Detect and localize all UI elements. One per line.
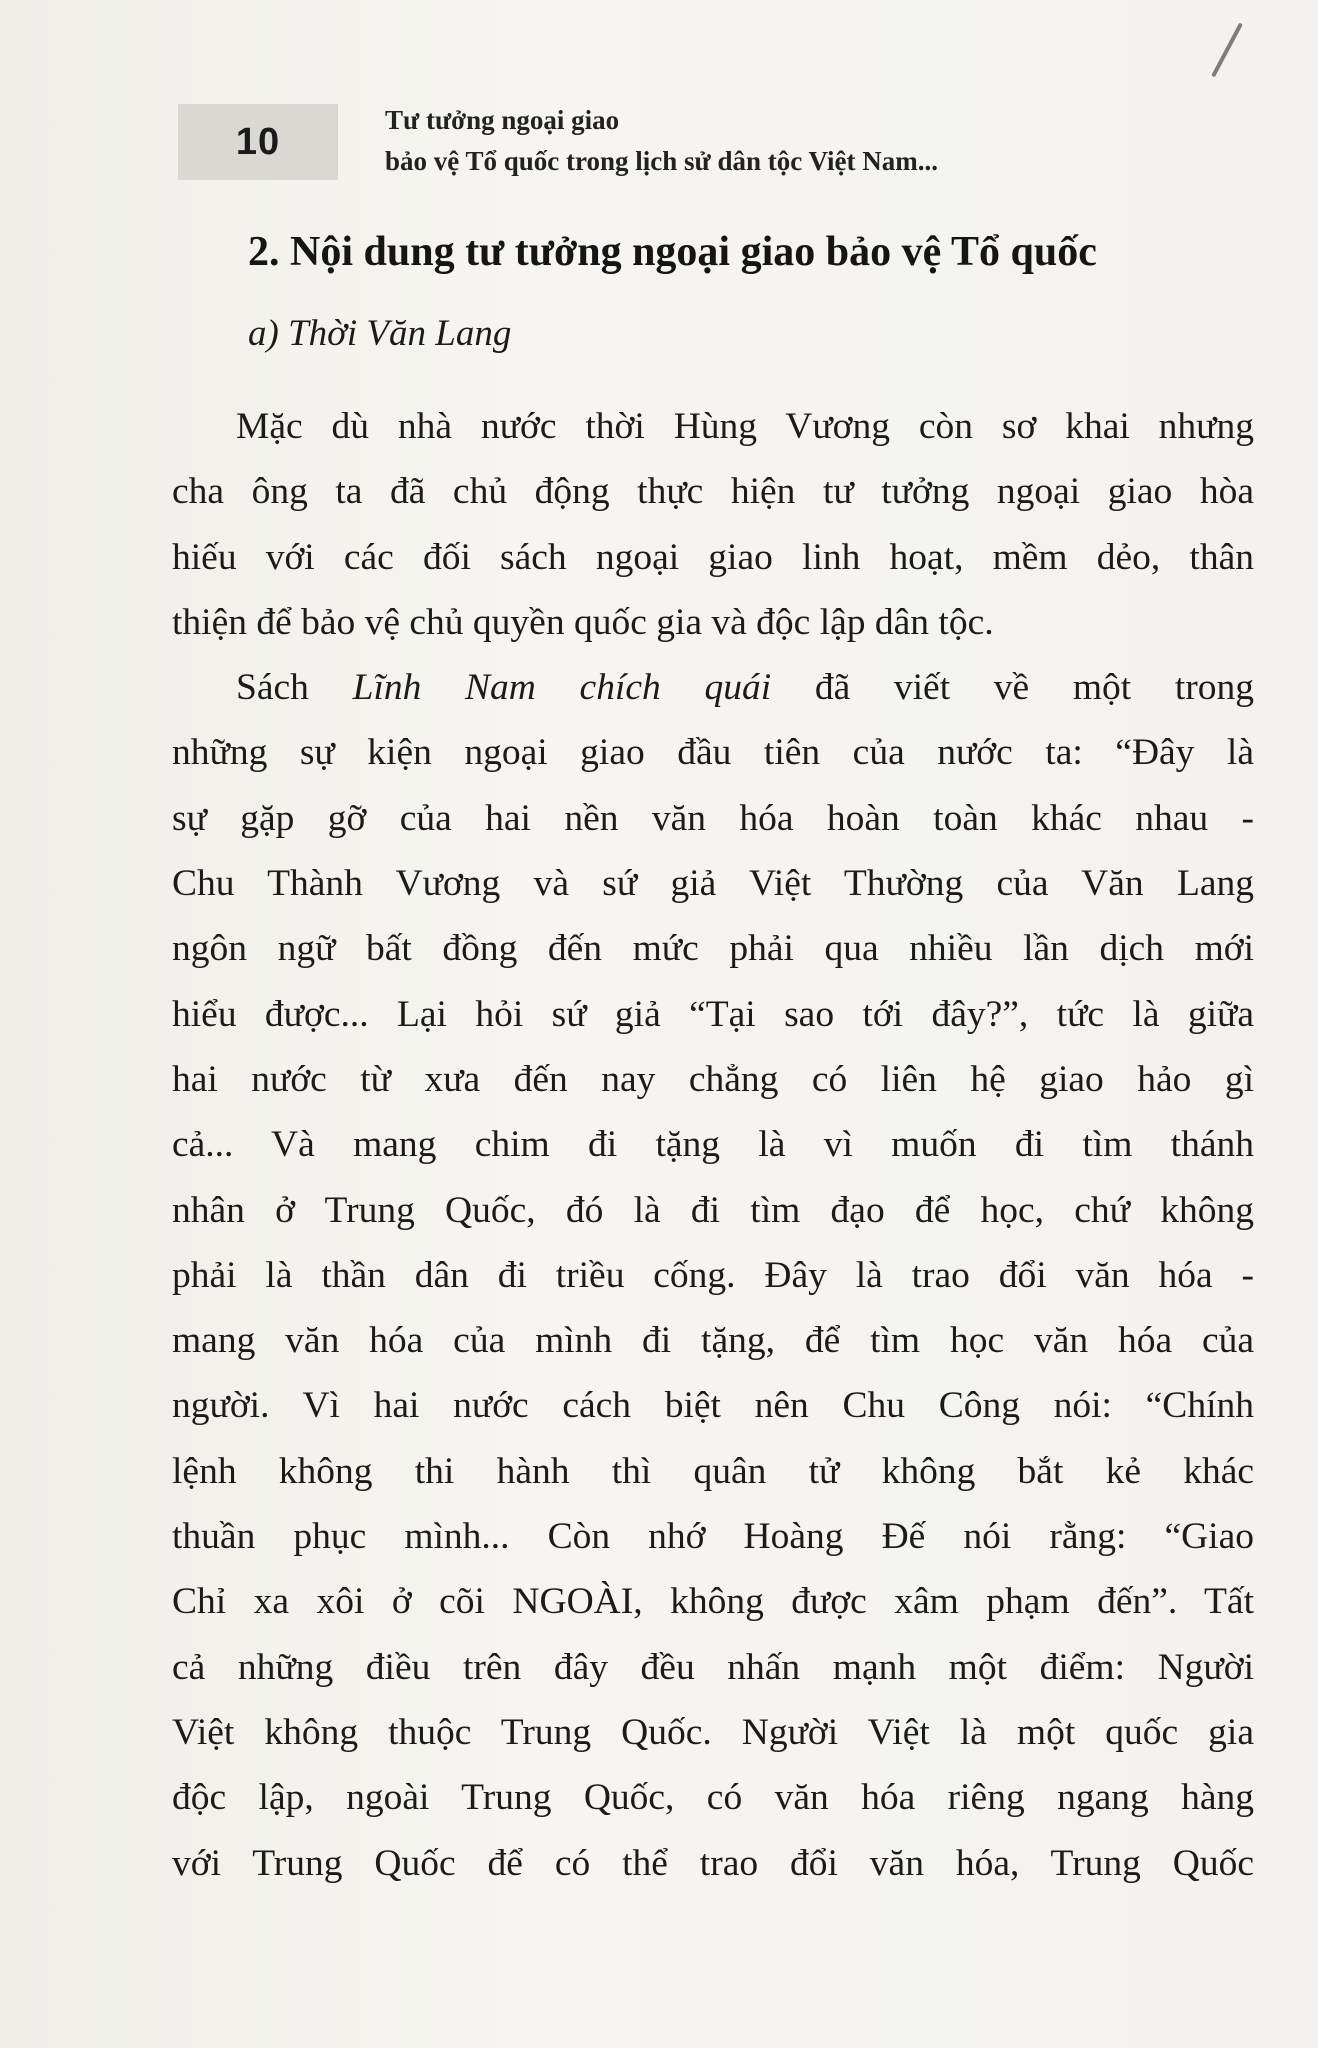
paragraph-line: với Trung Quốc để có thể trao đổi văn hóa, Trung Quốc bbox=[172, 1842, 1254, 1884]
paragraph-line: người. Vì hai nước cách biệt nên Chu Công nói: “Chính bbox=[172, 1385, 1254, 1427]
paragraph-line: Chỉ xa xôi ở cõi NGOÀI, không được xâm phạm đến”. Tất bbox=[172, 1581, 1254, 1623]
paragraph-line: Chu Thành Vương và sứ giả Việt Thường của Văn Lang bbox=[172, 863, 1254, 905]
paragraph-line: hiểu được... Lại hỏi sứ giả “Tại sao tới đây?”, tức là giữa bbox=[172, 993, 1254, 1035]
paragraph-line: phải là thần dân đi triều cống. Đây là trao đổi văn hóa - bbox=[172, 1254, 1254, 1296]
section-heading: 2. Nội dung tư tưởng ngoại giao bảo vệ Tổ quốc bbox=[248, 229, 1097, 275]
running-header-line-2: bảo vệ Tổ quốc trong lịch sử dân tộc Việt Nam... bbox=[385, 146, 938, 176]
paragraph-line: thuần phục mình... Còn nhớ Hoàng Đế nói rằng: “Giao bbox=[172, 1516, 1254, 1558]
paragraph-line: những sự kiện ngoại giao đầu tiên của nước ta: “Đây là bbox=[172, 732, 1254, 774]
subheading: a) Thời Văn Lang bbox=[248, 313, 512, 354]
text-run: Sách bbox=[236, 667, 309, 709]
body-text bbox=[172, 394, 1254, 1896]
running-header bbox=[385, 100, 938, 182]
paragraph-line: hai nước từ xưa đến nay chẳng có liên hệ giao hảo gì bbox=[172, 1058, 1254, 1100]
paragraph-line: Mặc dù nhà nước thời Hùng Vương còn sơ khai nhưng bbox=[236, 406, 1254, 447]
book-title: Lĩnh Nam chích quái bbox=[352, 667, 772, 709]
paragraph-line: Việt không thuộc Trung Quốc. Người Việt là một quốc gia bbox=[172, 1711, 1254, 1753]
corner-pen-mark bbox=[1211, 23, 1243, 78]
paragraph-line: sự gặp gỡ của hai nền văn hóa hoàn toàn khác nhau - bbox=[172, 797, 1254, 839]
running-header-line-1: Tư tưởng ngoại giao bbox=[385, 105, 620, 135]
paragraph-line: cả những điều trên đây đều nhấn mạnh một điểm: Người bbox=[172, 1646, 1254, 1688]
paragraph-line: cả... Và mang chim đi tặng là vì muốn đi tìm thánh bbox=[172, 1124, 1254, 1166]
text-run: đã viết về một trong bbox=[814, 667, 1255, 709]
paragraph-line: thiện để bảo vệ chủ quyền quốc gia và độc lập dân tộc. bbox=[172, 601, 994, 643]
paragraph-line: độc lập, ngoài Trung Quốc, có văn hóa riêng ngang hàng bbox=[172, 1777, 1254, 1819]
paragraph-line: lệnh không thi hành thì quân tử không bắt kẻ khác bbox=[172, 1450, 1254, 1492]
page-number-box bbox=[178, 104, 338, 180]
page-number: 10 bbox=[235, 120, 281, 163]
paragraph-line bbox=[172, 655, 1254, 720]
paragraph-line: nhân ở Trung Quốc, đó là đi tìm đạo để học, chứ không bbox=[172, 1189, 1254, 1231]
paragraph-line: mang văn hóa của mình đi tặng, để tìm học văn hóa của bbox=[172, 1320, 1254, 1362]
paragraph-line: ngôn ngữ bất đồng đến mức phải qua nhiều lần dịch mới bbox=[172, 928, 1254, 970]
paragraph-line: hiếu với các đối sách ngoại giao linh hoạt, mềm dẻo, thân bbox=[172, 536, 1254, 578]
paragraph-line: cha ông ta đã chủ động thực hiện tư tưởng ngoại giao hòa bbox=[172, 471, 1254, 513]
